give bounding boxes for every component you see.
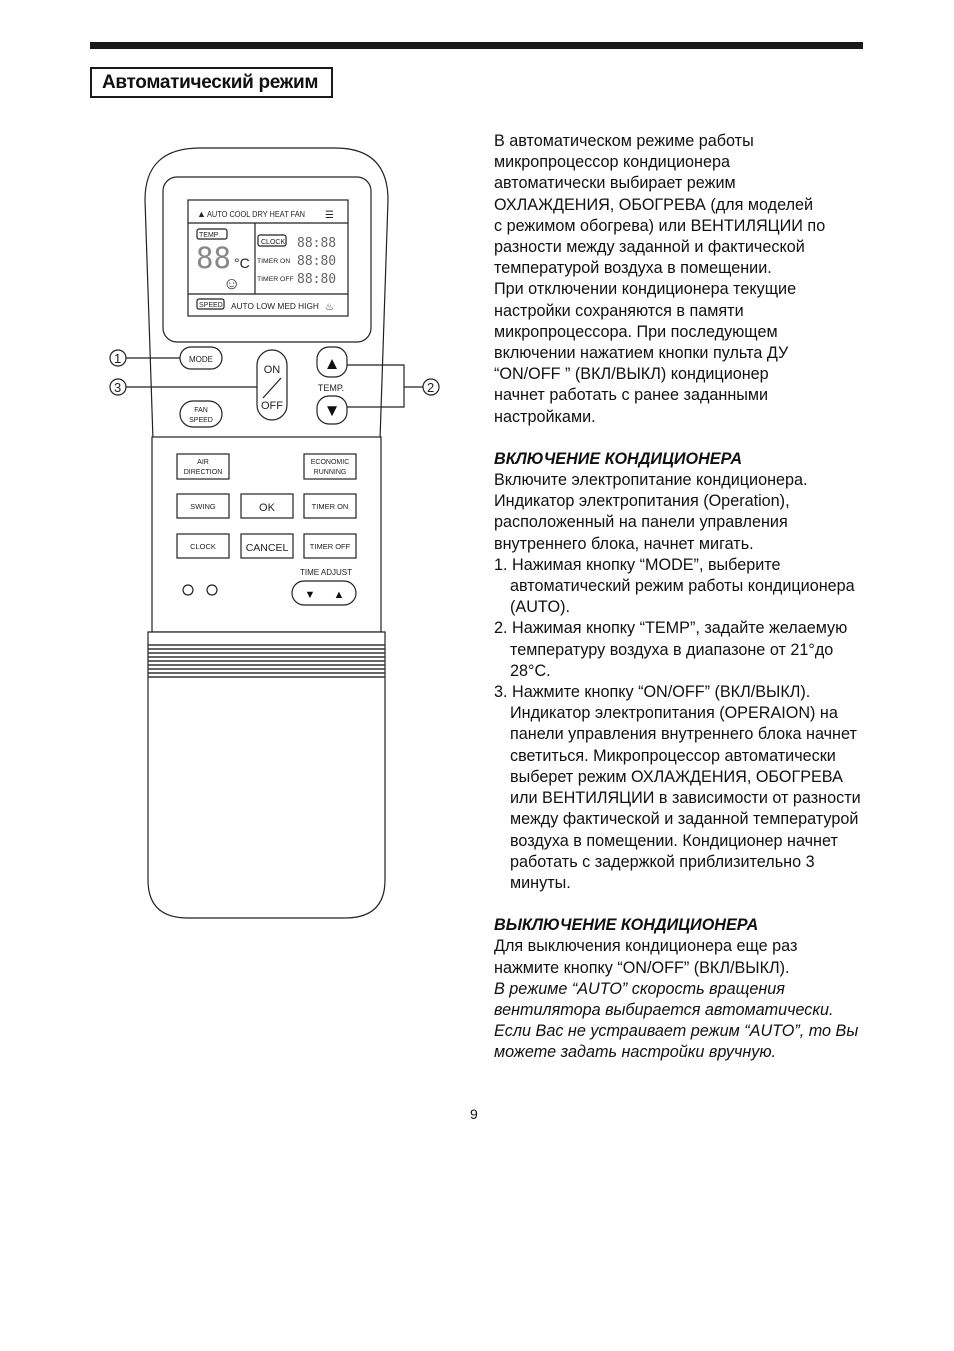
clock-button[interactable] <box>177 534 229 558</box>
step-2: 2. Нажимая кнопку “TEMP”, задайте желаемую температуру воздуха в диапазоне от 21°до 28°C. <box>494 619 848 680</box>
intro-line: температурой воздуха в помещении. <box>494 259 772 278</box>
on-text-line: Индикатор электропитания (Operation), <box>494 492 790 511</box>
time-down-icon: ▼ <box>304 589 316 601</box>
mode-button[interactable] <box>180 347 222 369</box>
on-text-line: внутреннего блока, начнет мигать. <box>494 534 754 553</box>
smile-icon: ☺ <box>223 274 241 293</box>
lcd-fan-speed-icon: ♨ <box>325 302 334 313</box>
intro-line: начнет работать с ранее заданными <box>494 386 769 405</box>
lcd-clock-digits: 88:88 <box>297 236 337 251</box>
intro-line: ОХЛАЖДЕНИЯ, ОБОГРЕВА (для моделей <box>494 195 814 214</box>
intro-line: микропроцессор кондиционера <box>494 153 730 172</box>
svg-text:3: 3 <box>114 380 122 395</box>
step-1: 1. Нажимая кнопку “MODE”, выберите автоматический режим работы кондиционера (AUTO). <box>494 555 855 617</box>
svg-text:2: 2 <box>427 380 435 395</box>
economic-running-button[interactable] <box>304 454 356 479</box>
section-title-box <box>90 67 333 98</box>
air-direction-button[interactable] <box>177 454 229 479</box>
time-up-icon: ▲ <box>333 589 345 601</box>
ok-button[interactable] <box>241 494 293 518</box>
lcd-temp-digits: 88 <box>196 241 231 275</box>
step-3: 3. Нажмите кнопку “ON/OFF” (ВКЛ/ВЫКЛ). Индикатор электропитания (OPERAION) на панели управления внутреннего блока начнет светиться. Микропроцессор автоматически выберет режим ОХЛАЖДЕНИЯ, ОБОГРЕВА или ВЕНТИЛЯЦИИ в зависимости от разности между фактической и заданной температурой воздуха в помещении. Кондиционер начнет работать с задержкой приблизительно 3 минуты. <box>494 683 861 892</box>
svg-text:AIR: AIR <box>197 459 209 466</box>
timer-on-button[interactable] <box>304 494 356 518</box>
svg-text:TIMER OFF: TIMER OFF <box>309 542 351 551</box>
swing-button[interactable] <box>177 494 229 518</box>
lcd-speed-row: AUTO LOW MED HIGH <box>231 301 319 311</box>
svg-text:SWING: SWING <box>190 502 216 511</box>
remote-lower-body <box>148 632 385 918</box>
time-adjust-label: TIME ADJUST <box>299 568 353 577</box>
intro-line: В автоматическом режиме работы <box>494 132 754 150</box>
intro-line: настройками. <box>494 407 596 426</box>
body-text-column <box>494 131 866 1064</box>
off-text: Для выключения кондиционера еще раз нажмите кнопку “ON/OFF” (ВКЛ/ВЫКЛ). <box>494 937 798 977</box>
time-adjust-button[interactable] <box>292 581 356 605</box>
svg-text:MODE: MODE <box>189 355 213 364</box>
lcd-timer-off-label: TIMER OFF <box>257 276 294 283</box>
svg-text:OFF: OFF <box>261 400 283 412</box>
temp-up-button[interactable] <box>317 347 347 377</box>
intro-line: настройки сохраняются в памяти <box>494 301 744 320</box>
svg-text:TIMER ON: TIMER ON <box>311 502 349 511</box>
lcd-speed-label: SPEED <box>199 302 223 309</box>
on-text-line: расположенный на панели управления <box>494 513 788 532</box>
lcd-temp-label: TEMP <box>199 232 219 239</box>
temp-label: TEMP. <box>317 383 345 393</box>
svg-text:ECONOMIC: ECONOMIC <box>310 459 350 466</box>
on-off-button[interactable] <box>257 350 287 420</box>
lcd-degree: °C <box>234 255 250 271</box>
intro-line: с режимом обогрева) или ВЕНТИЛЯЦИИ по <box>494 216 826 235</box>
svg-text:1: 1 <box>114 351 122 366</box>
section-title: Автоматический режим <box>102 72 319 93</box>
svg-text:SPEED: SPEED <box>189 417 213 424</box>
remote-control-illustration <box>95 140 455 920</box>
intro-line: включении нажатием кнопки пульта ДУ <box>494 344 789 363</box>
svg-text:ON: ON <box>263 364 281 376</box>
intro-line: разности между заданной и фактической <box>494 238 805 257</box>
lcd-fan-icon: ☰ <box>325 210 334 221</box>
intro-line: “ON/OFF ” (ВКЛ/ВЫКЛ) кондиционер <box>494 365 769 384</box>
section-heading-on: ВКЛЮЧЕНИЕ КОНДИЦИОНЕРА <box>494 449 743 468</box>
svg-text:FAN: FAN <box>194 407 208 414</box>
svg-text:OK: OK <box>259 502 275 514</box>
cancel-button[interactable] <box>241 534 293 558</box>
lcd-timer-on-digits: 88:80 <box>297 254 337 269</box>
fan-speed-button[interactable] <box>180 401 222 427</box>
temp-down-button[interactable] <box>317 396 347 424</box>
intro-line: микропроцессора. При последующем <box>494 322 778 341</box>
arrow-down-icon: ▼ <box>323 401 341 420</box>
on-text-line: Включите электропитание кондиционера. <box>494 471 808 490</box>
svg-text:RUNNING: RUNNING <box>313 469 347 476</box>
section-heading-off: ВЫКЛЮЧЕНИЕ КОНДИЦИОНЕРА <box>494 916 759 935</box>
top-rule <box>90 42 863 49</box>
arrow-up-icon: ▲ <box>323 354 341 373</box>
timer-off-button[interactable] <box>304 534 356 558</box>
intro-line: При отключении кондиционера текущие <box>494 280 797 299</box>
lcd-arrow-icon: ▲ <box>197 209 206 219</box>
lcd-clock-label: CLOCK <box>261 239 286 246</box>
page-number: 9 <box>470 1106 478 1122</box>
svg-text:DIRECTION: DIRECTION <box>183 469 223 476</box>
svg-text:CANCEL: CANCEL <box>245 542 289 554</box>
lcd-mode-row: AUTO COOL DRY HEAT FAN <box>207 209 305 219</box>
auto-note: В режиме “AUTO” скорость вращения вентилятора выбирается автоматически. Если Вас не устраивает режим “AUTO”, то Вы можете задать настройки вручную. <box>494 979 859 1062</box>
lcd-timer-off-digits: 88:80 <box>297 272 337 287</box>
svg-text:CLOCK: CLOCK <box>190 542 216 551</box>
intro-line: автоматически выбирает режим <box>494 174 736 193</box>
lcd-timer-on-label: TIMER ON <box>257 258 291 265</box>
